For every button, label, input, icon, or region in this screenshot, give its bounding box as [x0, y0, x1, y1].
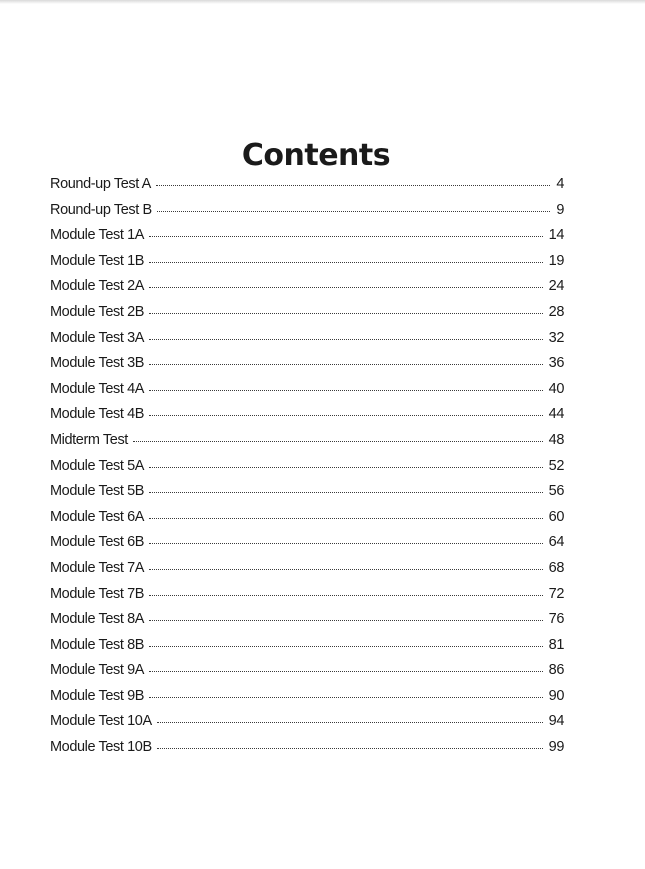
dot-leader: [149, 338, 543, 340]
toc-entry-page-number: 76: [548, 611, 564, 628]
toc-entry[interactable]: [50, 637, 564, 663]
toc-entry-page-number: 28: [548, 303, 564, 320]
toc-entry-label: Module Test 4A: [50, 380, 145, 397]
toc-entry-label: Module Test 1A: [50, 227, 145, 244]
toc-entry-label: Module Test 7A: [50, 559, 145, 576]
toc-entry[interactable]: [50, 509, 564, 535]
toc-entry[interactable]: [50, 586, 564, 612]
toc-entry-page-number: 52: [548, 457, 564, 474]
dot-leader: [149, 491, 543, 493]
dot-leader: [149, 312, 543, 314]
toc-entry-label: Module Test 6A: [50, 508, 145, 525]
dot-leader: [149, 542, 543, 544]
toc-entry-page-number: 68: [548, 559, 564, 576]
toc-entry-label: Module Test 9A: [50, 662, 145, 679]
toc-entry-page-number: 64: [548, 534, 564, 551]
dot-leader: [149, 389, 543, 391]
toc-entry[interactable]: [50, 713, 564, 739]
dot-leader: [149, 235, 543, 237]
page-title: Contents: [241, 138, 391, 174]
dot-leader: [149, 670, 543, 672]
toc-entry-page-number: 14: [548, 227, 564, 244]
dot-leader: [149, 594, 543, 596]
table-of-contents: [50, 176, 564, 765]
toc-entry[interactable]: [50, 483, 564, 509]
dot-leader: [149, 568, 543, 570]
toc-entry-page-number: 4: [556, 176, 564, 192]
toc-entry[interactable]: [50, 227, 564, 253]
toc-entry[interactable]: [50, 534, 564, 560]
toc-entry[interactable]: [50, 560, 564, 586]
dot-leader: [133, 440, 543, 442]
toc-entry-page-number: 94: [548, 713, 564, 730]
toc-entry[interactable]: [50, 176, 564, 202]
toc-entry-page-number: 99: [548, 739, 564, 756]
page-top-edge: [0, 0, 645, 4]
toc-entry[interactable]: [50, 355, 564, 381]
toc-entry-label: Midterm Test: [50, 431, 128, 448]
toc-entry-label: Module Test 10B: [50, 739, 152, 756]
toc-entry[interactable]: [50, 432, 564, 458]
toc-entry-page-number: 44: [548, 406, 564, 423]
toc-entry-page-number: 36: [548, 355, 564, 372]
dot-leader: [157, 210, 551, 212]
toc-entry[interactable]: [50, 739, 564, 765]
toc-entry[interactable]: [50, 381, 564, 407]
toc-entry-label: Module Test 7B: [50, 585, 145, 602]
dot-leader: [149, 261, 543, 263]
toc-entry[interactable]: [50, 253, 564, 279]
toc-entry-label: Module Test 8B: [50, 636, 145, 653]
toc-entry-label: Round-up Test A: [50, 176, 151, 192]
toc-entry-page-number: 40: [548, 380, 564, 397]
toc-entry-label: Module Test 3B: [50, 355, 145, 372]
toc-entry[interactable]: [50, 458, 564, 484]
toc-entry-page-number: 81: [548, 636, 564, 653]
toc-entry[interactable]: [50, 202, 564, 228]
toc-entry-page-number: 24: [548, 278, 564, 295]
toc-entry-label: Module Test 2A: [50, 278, 145, 295]
toc-entry-page-number: 48: [548, 431, 564, 448]
toc-entry-page-number: 32: [548, 329, 564, 346]
toc-entry-label: Module Test 6B: [50, 534, 145, 551]
toc-entry-label: Module Test 5A: [50, 457, 145, 474]
toc-entry-label: Module Test 4B: [50, 406, 145, 423]
toc-entry-label: Round-up Test B: [50, 201, 152, 218]
dot-leader: [149, 466, 543, 468]
toc-entry-page-number: 90: [548, 687, 564, 704]
toc-entry-label: Module Test 9B: [50, 687, 145, 704]
dot-leader: [157, 747, 543, 749]
toc-entry-page-number: 9: [556, 201, 564, 218]
toc-entry[interactable]: [50, 611, 564, 637]
dot-leader: [149, 286, 543, 288]
toc-entry[interactable]: [50, 406, 564, 432]
toc-entry-page-number: 56: [548, 483, 564, 500]
toc-entry-label: Module Test 5B: [50, 483, 145, 500]
dot-leader: [149, 363, 543, 365]
toc-entry-label: Module Test 2B: [50, 303, 145, 320]
toc-entry-label: Module Test 3A: [50, 329, 145, 346]
toc-entry-page-number: 86: [548, 662, 564, 679]
toc-entry-page-number: 60: [548, 508, 564, 525]
dot-leader: [149, 414, 543, 416]
toc-entry[interactable]: [50, 688, 564, 714]
toc-entry-label: Module Test 1B: [50, 252, 145, 269]
toc-entry-page-number: 72: [548, 585, 564, 602]
dot-leader: [157, 721, 543, 723]
dot-leader: [149, 645, 543, 647]
toc-entry[interactable]: [50, 304, 564, 330]
dot-leader: [149, 517, 543, 519]
dot-leader: [156, 184, 550, 186]
toc-entry[interactable]: [50, 330, 564, 356]
toc-entry-label: Module Test 8A: [50, 611, 145, 628]
toc-entry-page-number: 19: [548, 252, 564, 269]
toc-entry-label: Module Test 10A: [50, 713, 152, 730]
dot-leader: [149, 619, 543, 621]
dot-leader: [149, 696, 543, 698]
toc-entry[interactable]: [50, 278, 564, 304]
toc-entry[interactable]: [50, 662, 564, 688]
